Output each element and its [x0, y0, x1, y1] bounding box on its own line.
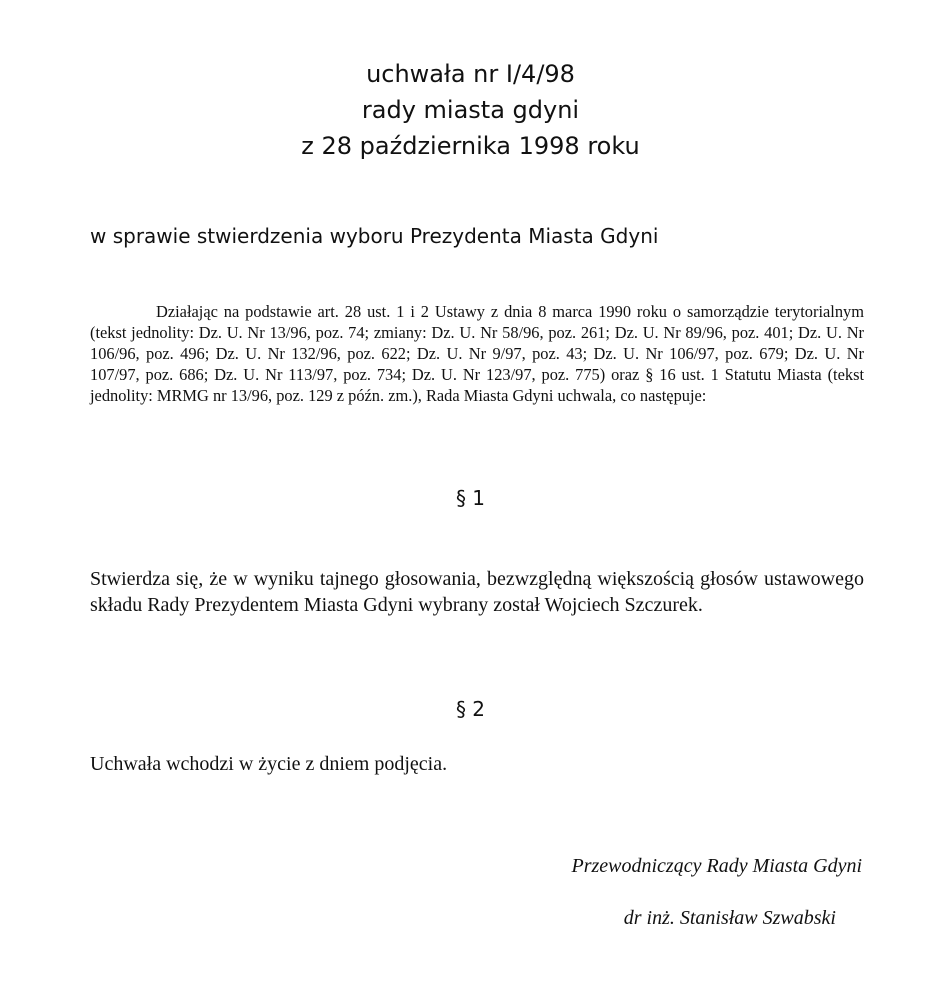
signature-role: Przewodniczący Rady Miasta Gdyni: [571, 855, 862, 877]
section-1-heading: § 1: [455, 486, 486, 510]
signature-name: dr inż. Stanisław Szwabski: [623, 907, 836, 929]
title-line-date: z 28 października 1998 roku: [301, 132, 640, 160]
section-2-text: Uchwała wchodzi w życie z dniem podjęcia.: [90, 753, 448, 775]
document-subject: w sprawie stwierdzenia wyboru Prezydenta Miasta Gdyni: [90, 224, 659, 248]
section-1-text: Stwierdza się, że w wyniku tajnego głosowania, bezwzględną większością głosów ustawowego składu Rady Prezydentem Miasta Gdyni wybrany został Wojciech Szczurek.: [90, 568, 864, 616]
section-2-heading: § 2: [455, 697, 486, 721]
title-line-council: rady miasta gdyni: [361, 96, 580, 124]
document-title: [0, 56, 941, 164]
title-line-resolution-number: uchwała nr I/4/98: [366, 60, 575, 88]
preamble-paragraph: Działając na podstawie art. 28 ust. 1 i 2 Ustawy z dnia 8 marca 1990 roku o samorządzie terytorialnym (tekst jednolity: Dz. U. Nr 13/96, poz. 74; zmiany: Dz. U. Nr 58/96, poz. 261; Dz. U. Nr 89/96, poz. 401; Dz. U. Nr 106/96, poz. 496; Dz. U. Nr 132/96, poz. 622; Dz. U. Nr 9/97, poz. 43; Dz. U. Nr 106/97, poz. 679; Dz. U. Nr 107/97, poz. 686; Dz. U. Nr 113/97, poz. 734; Dz. U. Nr 123/97, poz. 775) oraz § 16 ust. 1 Statutu Miasta (tekst jednolity: MRMG nr 13/96, poz. 129 z późn. zm.), Rada Miasta Gdyni uchwala, co następuje:: [90, 302, 864, 405]
